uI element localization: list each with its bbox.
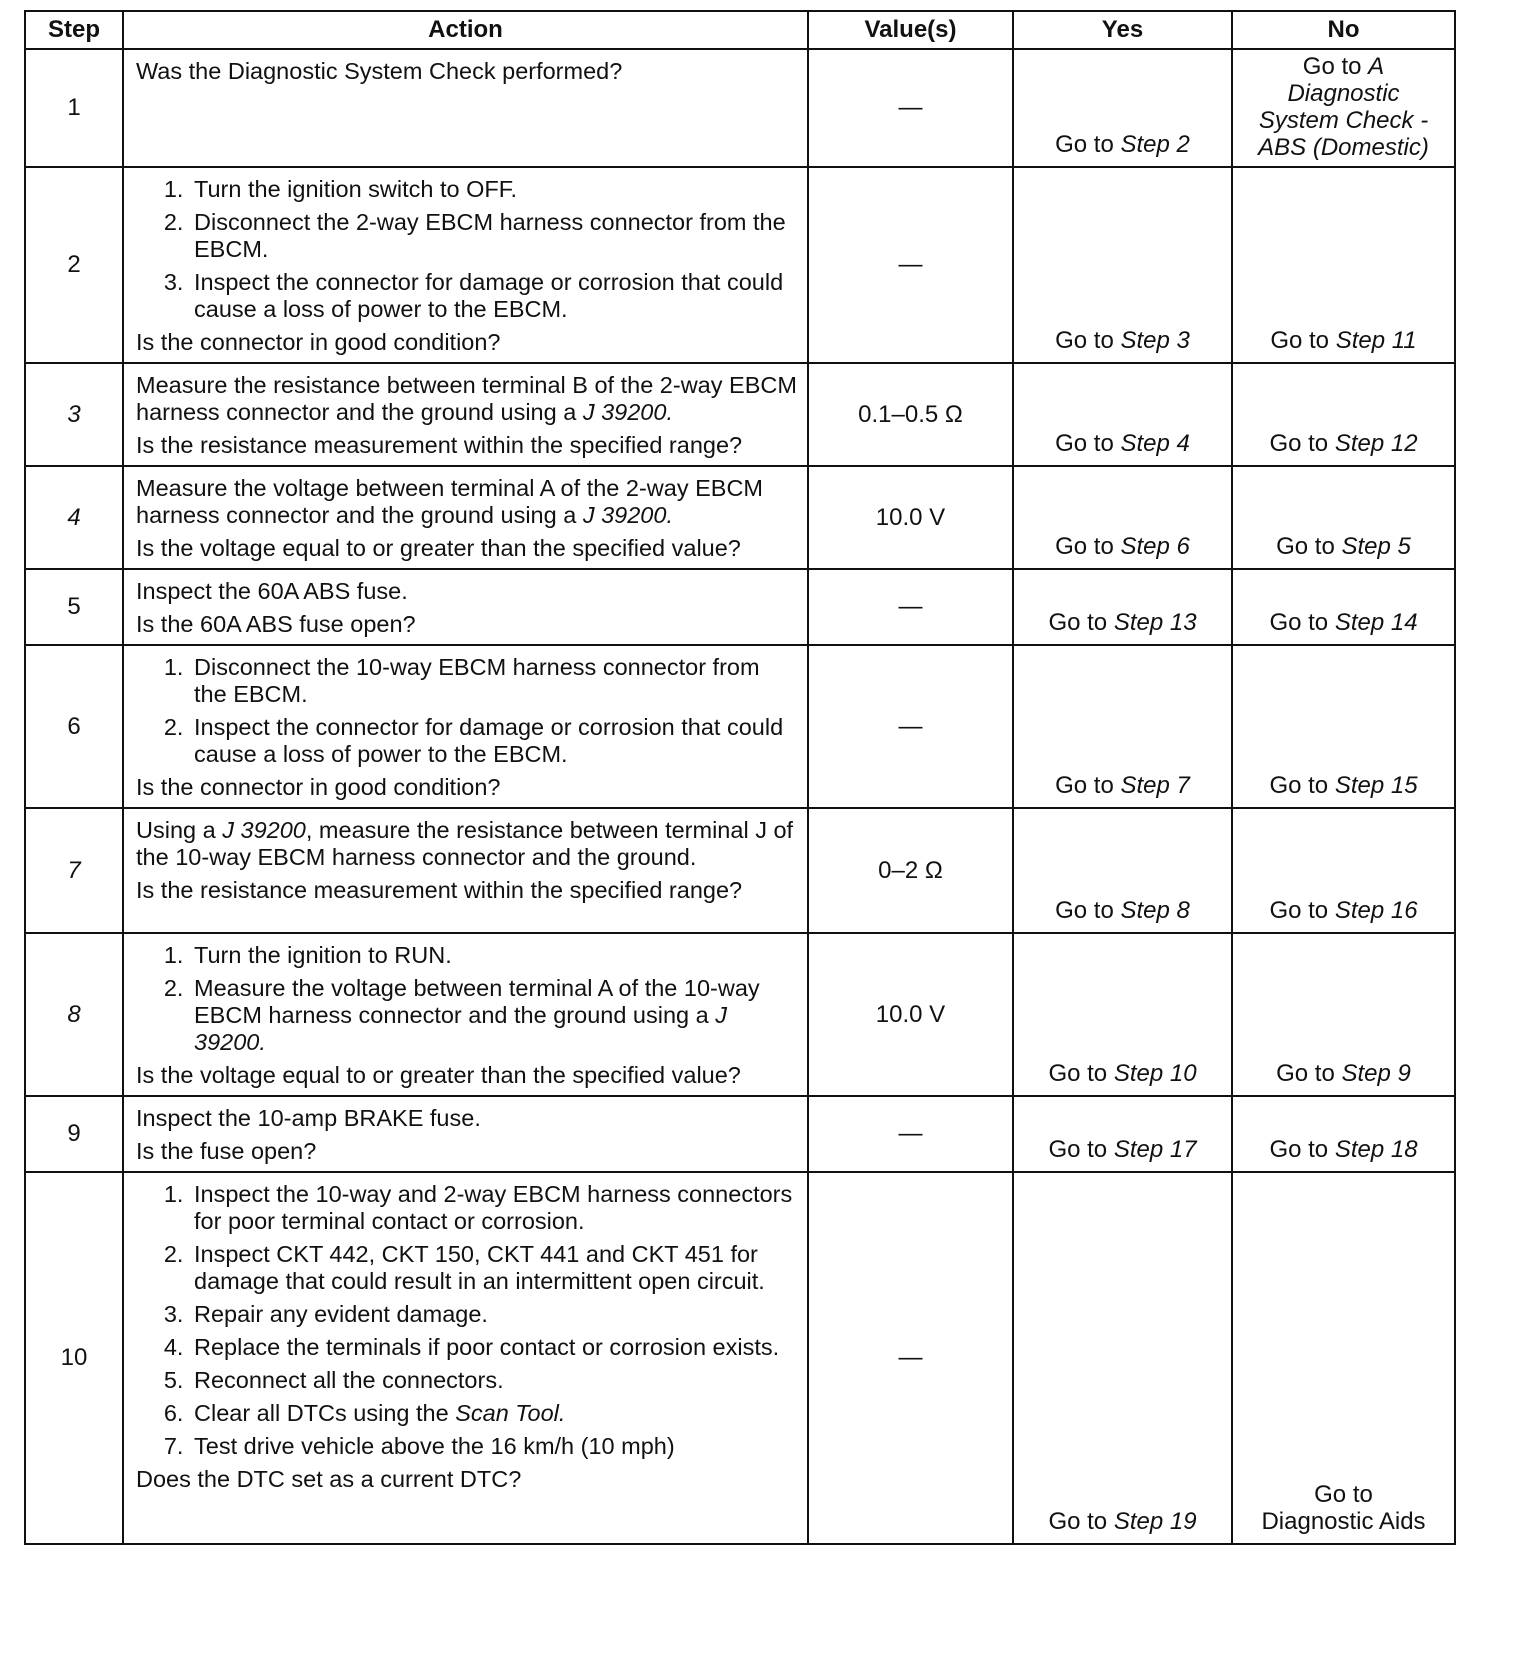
table-row bbox=[25, 569, 1455, 645]
action-question: Is the fuse open? bbox=[136, 1138, 317, 1164]
action-text: Inspect the 60A ABS fuse. bbox=[136, 578, 408, 604]
value-cell: 0–2 Ω bbox=[808, 808, 1013, 933]
yes-cell: Go to Step 8 bbox=[1013, 808, 1232, 933]
list-item: 2. Disconnect the 2-way EBCM harness connector from the EBCM. bbox=[190, 209, 797, 263]
list-item: 4. Replace the terminals if poor contact or corrosion exists. bbox=[190, 1334, 797, 1361]
value-cell: 10.0 V bbox=[808, 466, 1013, 569]
list-item: 6. Clear all DTCs using the Scan Tool. bbox=[190, 1400, 797, 1427]
table-row bbox=[25, 645, 1455, 808]
value-cell: 10.0 V bbox=[808, 933, 1013, 1096]
no-cell: Go to Step 12 bbox=[1232, 363, 1455, 466]
header-row bbox=[25, 11, 1455, 49]
yes-cell: Go to Step 7 bbox=[1013, 645, 1232, 808]
action-question: Is the voltage equal to or greater than the specified value? bbox=[136, 1062, 741, 1088]
action-cell bbox=[123, 569, 808, 645]
value-cell: — bbox=[808, 1096, 1013, 1172]
yes-cell: Go to Step 6 bbox=[1013, 466, 1232, 569]
list-item: 1. Turn the ignition to RUN. bbox=[190, 942, 797, 969]
header-action: Action bbox=[123, 11, 808, 49]
yes-cell: Go to Step 13 bbox=[1013, 569, 1232, 645]
yes-cell: Go to Step 2 bbox=[1013, 49, 1232, 167]
step-number: 7 bbox=[25, 808, 123, 933]
yes-cell: Go to Step 17 bbox=[1013, 1096, 1232, 1172]
header-yes: Yes bbox=[1013, 11, 1232, 49]
action-cell bbox=[123, 933, 808, 1096]
action-cell bbox=[123, 645, 808, 808]
table-row bbox=[25, 49, 1455, 167]
step-number: 10 bbox=[25, 1172, 123, 1544]
no-cell: Go to Step 16 bbox=[1232, 808, 1455, 933]
value-cell: — bbox=[808, 1172, 1013, 1544]
action-cell bbox=[123, 1096, 808, 1172]
step-number: 5 bbox=[25, 569, 123, 645]
action-question: Does the DTC set as a current DTC? bbox=[136, 1466, 522, 1492]
no-cell: Go to Step 11 bbox=[1232, 167, 1455, 363]
table-row bbox=[25, 933, 1455, 1096]
value-cell: — bbox=[808, 569, 1013, 645]
action-text: Was the Diagnostic System Check performed? bbox=[136, 58, 623, 84]
step-number: 3 bbox=[25, 363, 123, 466]
no-cell: Go to Diagnostic Aids bbox=[1232, 1172, 1455, 1544]
list-item: 3. Repair any evident damage. bbox=[190, 1301, 797, 1328]
action-cell bbox=[123, 49, 808, 167]
table-row bbox=[25, 1172, 1455, 1544]
step-number: 8 bbox=[25, 933, 123, 1096]
header-values: Value(s) bbox=[808, 11, 1013, 49]
no-cell: Go to Step 5 bbox=[1232, 466, 1455, 569]
no-cell: Go to Step 15 bbox=[1232, 645, 1455, 808]
value-cell: 0.1–0.5 Ω bbox=[808, 363, 1013, 466]
table-row bbox=[25, 808, 1455, 933]
action-question: Is the resistance measurement within the specified range? bbox=[136, 432, 743, 458]
step-number: 9 bbox=[25, 1096, 123, 1172]
table-row bbox=[25, 466, 1455, 569]
action-question: Is the 60A ABS fuse open? bbox=[136, 611, 416, 637]
list-item: 1. Disconnect the 10-way EBCM harness connector from the EBCM. bbox=[190, 654, 797, 708]
list-item: 2. Inspect CKT 442, CKT 150, CKT 441 and CKT 451 for damage that could result in an intermittent open circuit. bbox=[190, 1241, 797, 1295]
action-text: Measure the voltage between terminal A of the 2-way EBCM harness connector and the ground using a J 39200. bbox=[136, 475, 763, 528]
list-item: 5. Reconnect all the connectors. bbox=[190, 1367, 797, 1394]
action-cell bbox=[123, 808, 808, 933]
action-text: Measure the resistance between terminal B of the 2-way EBCM harness connector and the ground using a J 39200. bbox=[136, 372, 797, 425]
action-cell bbox=[123, 363, 808, 466]
list-item: 7. Test drive vehicle above the 16 km/h (10 mph) bbox=[190, 1433, 797, 1460]
action-cell bbox=[123, 1172, 808, 1544]
value-cell: — bbox=[808, 645, 1013, 808]
action-question: Is the connector in good condition? bbox=[136, 329, 501, 355]
action-list bbox=[136, 1181, 797, 1460]
step-number: 2 bbox=[25, 167, 123, 363]
diagnostic-table bbox=[24, 10, 1456, 1545]
value-cell: — bbox=[808, 49, 1013, 167]
table-row bbox=[25, 1096, 1455, 1172]
yes-cell: Go to Step 10 bbox=[1013, 933, 1232, 1096]
yes-cell: Go to Step 4 bbox=[1013, 363, 1232, 466]
list-item: 3. Inspect the connector for damage or corrosion that could cause a loss of power to the EBCM. bbox=[190, 269, 797, 323]
action-list bbox=[136, 654, 797, 768]
value-cell: — bbox=[808, 167, 1013, 363]
action-question: Is the voltage equal to or greater than the specified value? bbox=[136, 535, 741, 561]
yes-cell: Go to Step 3 bbox=[1013, 167, 1232, 363]
action-question: Is the connector in good condition? bbox=[136, 774, 501, 800]
action-cell bbox=[123, 466, 808, 569]
yes-cell: Go to Step 19 bbox=[1013, 1172, 1232, 1544]
action-text: Inspect the 10-amp BRAKE fuse. bbox=[136, 1105, 481, 1131]
action-cell bbox=[123, 167, 808, 363]
step-number: 4 bbox=[25, 466, 123, 569]
list-item: 2. Measure the voltage between terminal A of the 10-way EBCM harness connector and the ground using a J 39200. bbox=[190, 975, 797, 1056]
header-no: No bbox=[1232, 11, 1455, 49]
no-cell: Go to Step 18 bbox=[1232, 1096, 1455, 1172]
no-cell: Go to Step 9 bbox=[1232, 933, 1455, 1096]
step-number: 1 bbox=[25, 49, 123, 167]
list-item: 2. Inspect the connector for damage or corrosion that could cause a loss of power to the EBCM. bbox=[190, 714, 797, 768]
action-list bbox=[136, 942, 797, 1056]
header-step: Step bbox=[25, 11, 123, 49]
step-number: 6 bbox=[25, 645, 123, 808]
list-item: 1. Turn the ignition switch to OFF. bbox=[190, 176, 797, 203]
list-item: 1. Inspect the 10-way and 2-way EBCM harness connectors for poor terminal contact or corrosion. bbox=[190, 1181, 797, 1235]
no-cell: Go to A Diagnostic System Check - ABS (Domestic) bbox=[1232, 49, 1455, 167]
table-row bbox=[25, 167, 1455, 363]
action-question: Is the resistance measurement within the specified range? bbox=[136, 877, 743, 903]
action-list bbox=[136, 176, 797, 323]
no-cell: Go to Step 14 bbox=[1232, 569, 1455, 645]
action-text: Using a J 39200, measure the resistance between terminal J of the 10-way EBCM harness connector and the ground. bbox=[136, 817, 794, 870]
table-row bbox=[25, 363, 1455, 466]
